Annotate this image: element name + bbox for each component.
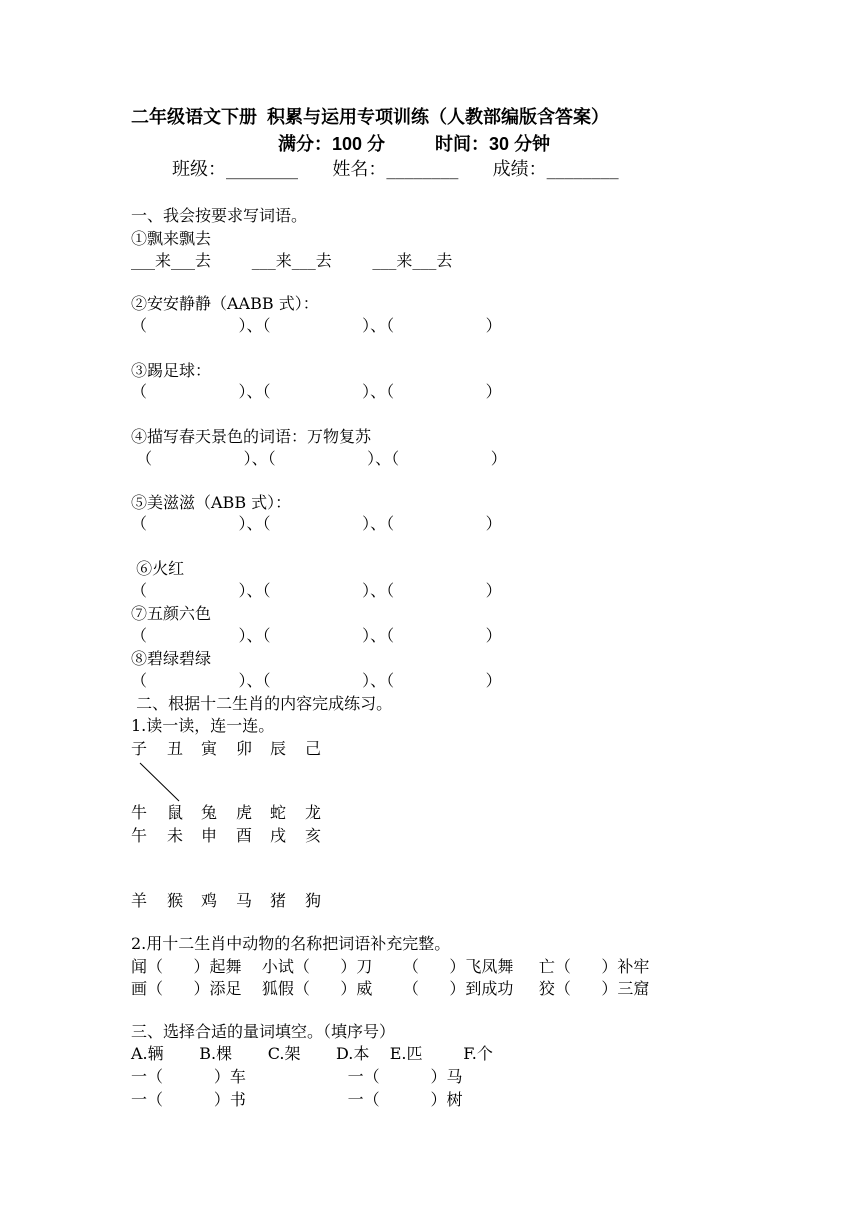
- section2-heading: 二、根据十二生肖的内容完成练习。: [131, 694, 393, 713]
- animal-char[interactable]: 兔: [201, 803, 218, 822]
- branch-char[interactable]: 申: [201, 826, 218, 845]
- branch-char[interactable]: 卯: [236, 739, 253, 758]
- animal-char[interactable]: 牛: [131, 803, 148, 822]
- section2-q2: 2.用十二生肖中动物的名称把词语补充完整。: [131, 934, 451, 953]
- animal-char[interactable]: 鸡: [201, 891, 218, 910]
- item7-blanks: （ ）、（ ）、（ ）: [131, 626, 502, 645]
- item7-label: ⑦五颜六色: [131, 604, 212, 623]
- student-info-line: 班级：________ 姓名：________ 成绩：________: [172, 159, 619, 180]
- animal-char[interactable]: 猪: [270, 891, 287, 910]
- item5-blanks: （ ）、（ ）、（ ）: [131, 514, 502, 533]
- animal-char[interactable]: 鼠: [167, 803, 184, 822]
- branch-char[interactable]: 己: [305, 739, 322, 758]
- section2-q1: 1.读一读，连一连。: [131, 716, 275, 735]
- animal-char[interactable]: 虎: [236, 803, 253, 822]
- branch-char[interactable]: 寅: [201, 739, 218, 758]
- section1-heading: 一、我会按要求写词语。: [131, 206, 308, 225]
- item3-blanks: （ ）、（ ）、（ ）: [131, 382, 502, 401]
- measure-line2: 一（ ）书 一（ ）树: [131, 1090, 463, 1109]
- measure-line1: 一（ ）车 一（ ）马: [131, 1067, 463, 1086]
- item6-label: ⑥火红: [131, 559, 185, 578]
- branch-char[interactable]: 丑: [167, 739, 184, 758]
- item2-label: ②安安静静（AABB 式）：: [131, 294, 319, 313]
- item5-label: ⑤美滋滋（ABB 式）：: [131, 493, 292, 512]
- branch-char[interactable]: 辰: [270, 739, 287, 758]
- item3-label: ③踢足球：: [131, 361, 212, 380]
- branch-char[interactable]: 未: [167, 826, 184, 845]
- item1-label: ①飘来飘去: [131, 229, 212, 248]
- item2-blanks: （ ）、（ ）、（ ）: [131, 316, 502, 335]
- animal-char[interactable]: 狗: [305, 891, 322, 910]
- item8-blanks: （ ）、（ ）、（ ）: [131, 671, 502, 690]
- branch-char[interactable]: 戌: [270, 826, 287, 845]
- item4-blanks: （ ）、（ ）、（ ）: [131, 449, 507, 468]
- branch-char[interactable]: 亥: [305, 826, 322, 845]
- idioms-line1: 闻（ ）起舞 小试（ ）刀 （ ）飞凤舞 亡（ ）补牢: [131, 957, 650, 976]
- animal-char[interactable]: 羊: [131, 891, 148, 910]
- item4-label: ④描写春天景色的词语：万物复苏: [131, 427, 372, 446]
- document-title: 二年级语文下册 积累与运用专项训练（人教部编版含答案）: [131, 107, 609, 127]
- measure-word-options: A.辆 B.棵 C.架 D.本 E.匹 F.个: [131, 1044, 493, 1063]
- animal-char[interactable]: 蛇: [270, 803, 287, 822]
- branch-char[interactable]: 午: [131, 826, 148, 845]
- item1-blanks: ___来___去 ___来___去 ___来___去: [131, 251, 453, 270]
- idioms-line2: 画（ ）添足 狐假（ ）威 （ ）到成功 狡（ ）三窟: [131, 979, 650, 998]
- item6-blanks: （ ）、（ ）、（ ）: [131, 581, 502, 600]
- score-time-line: 满分：100 分 时间：30 分钟: [278, 134, 551, 154]
- branch-char[interactable]: 子: [131, 739, 148, 758]
- branch-char[interactable]: 酉: [236, 826, 253, 845]
- item8-label: ⑧碧绿碧绿: [131, 649, 212, 668]
- animal-char[interactable]: 马: [236, 891, 253, 910]
- animal-char[interactable]: 猴: [167, 891, 184, 910]
- section3-heading: 三、选择合适的量词填空。（填序号）: [131, 1022, 396, 1041]
- animal-char[interactable]: 龙: [305, 803, 322, 822]
